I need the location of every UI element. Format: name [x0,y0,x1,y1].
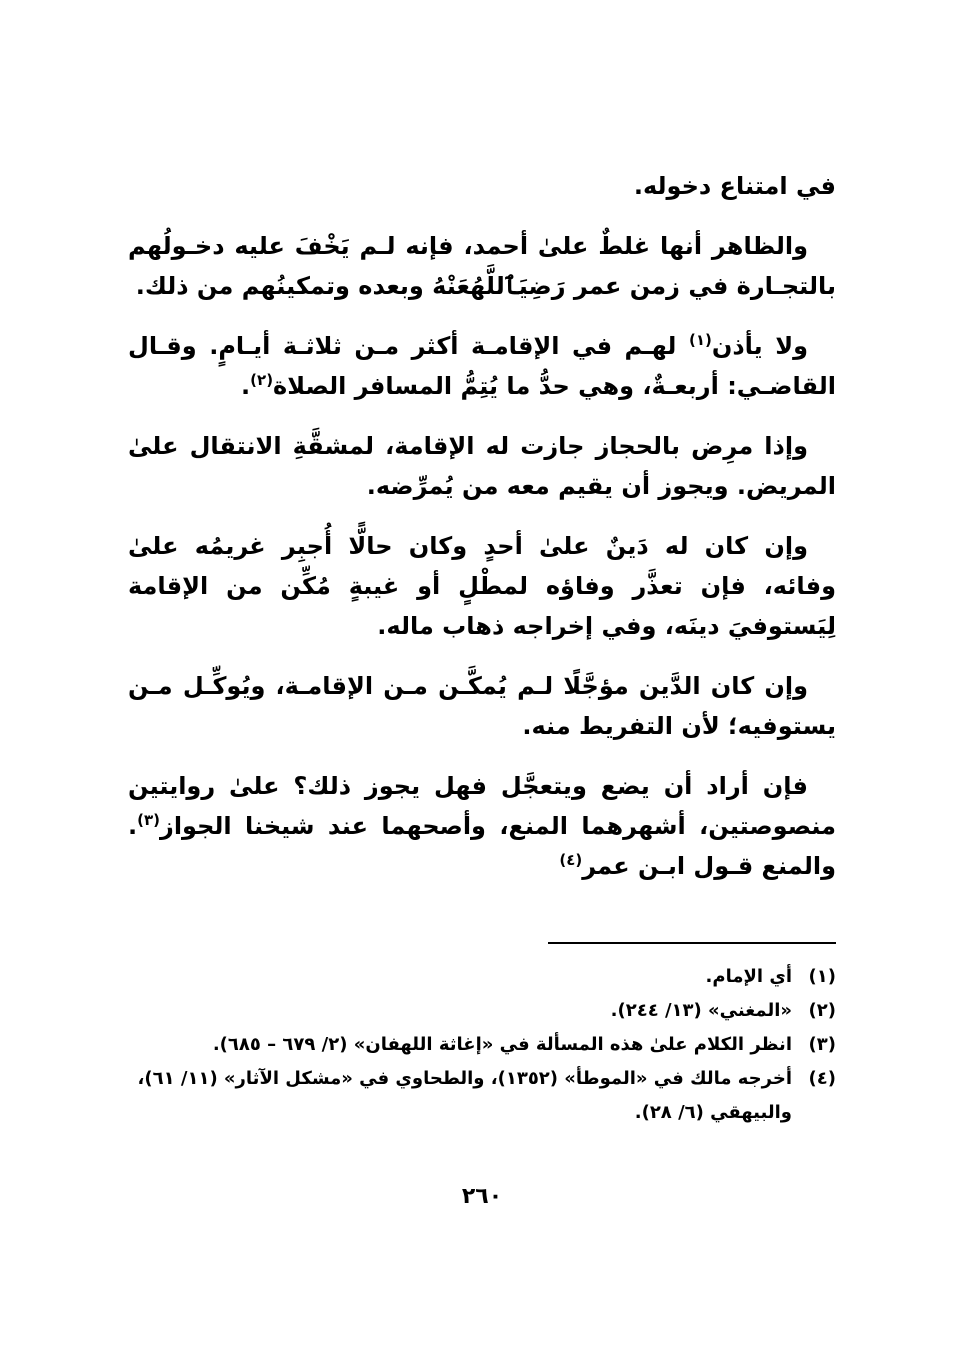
footnote-ref-2[interactable]: (٢) [250,371,274,389]
paragraph-text: والظاهر أنها غلطٌ علىٰ أحمد، فإنه لـم يَخْفَ عليه دخـولُهم بالتجـارة في زمن عمر رَضِيَٱللَّهُعَنْهُ وبعده وتمكينُهم من ذلك. [128,232,836,300]
footnote-number: (١) [808,966,836,987]
footnote-number: (٤) [808,1068,836,1089]
footnote-1 [128,960,836,994]
paragraph-text: وإذا مرِض بالحجاز جازت له الإقامة، لمشقَّةِ الانتقال علىٰ المريض. ويجوز أن يقيم معه من يُمرِّضه. [128,432,836,500]
paragraph-text: . [241,372,251,400]
paragraph-text: وإن كان الدَّين مؤجَّلًا لـم يُمكَّـن مـن الإقامـة، ويُوكِّـل مـن يستوفيه؛ لأن التفريط منه. [128,672,836,740]
main-text [128,166,836,906]
paragraph-4 [128,426,836,506]
paragraph-3 [128,326,836,406]
paragraph-7 [128,766,836,886]
paragraph-5 [128,526,836,646]
page-number: ٢٦٠ [461,1184,503,1209]
footnote-text: أخرجه مالك في «الموطأ» (١٣٥٢)، والطحاوي في «مشكل الآثار» (١١/ ٦١)، والبيهقي (٦/ ٢٨). [137,1068,792,1123]
paragraph-1 [128,166,836,206]
footnote-2 [128,994,836,1028]
paragraph-2 [128,226,836,306]
footnote-number: (٢) [808,1000,836,1021]
paragraph-text: فإن أراد أن يضع ويتعجَّل فهل يجوز ذلك؟ علىٰ روايتين منصوصتين، أشهرهما المنع، وأصحهما عند شيخنا الجواز [128,772,836,840]
footnote-text: أي الإمام. [705,966,792,987]
footnote-ref-4[interactable]: (٤) [559,851,583,869]
footnote-text: انظر الكلام علىٰ هذه المسألة في «إغاثة اللهفان» (٢/ ٦٧٩ – ٦٨٥). [212,1034,792,1055]
paragraph-text: . والمنع قـول ابـن عمر [128,812,836,880]
footnote-ref-3[interactable]: (٣) [137,811,160,829]
paragraph-6 [128,666,836,746]
footnote-text: «المغني» (١٣/ ٢٤٤). [610,1000,792,1021]
footnote-number: (٣) [808,1034,836,1055]
footnote-3 [128,1028,836,1062]
footnote-divider [548,942,836,944]
paragraph-text: ولا يأذن [711,332,809,360]
paragraph-text: وإن كان له دَينٌ علىٰ أحدٍ وكان حالًّا أُجبِر غريمُه علىٰ وفائه، فإن تعذَّر وفاؤه لمطْلٍ أو غيبةٍ مُكِّن من الإقامة لِيَستوفيَ دينَه، وفي إخراجه ذهاب ماله. [128,532,836,640]
footnote-4 [128,1062,836,1130]
footnotes [128,960,836,1130]
paragraph-text: لهـم في الإقامـة أكثر مـن ثلاثـة أيـامٍ. وقـال القاضـي: أربعـةٌ، وهي حدُّ ما يُتِمُّ المسافر الصلاة [128,332,836,400]
paragraph-text: في امتناع دخوله. [633,172,836,200]
footnote-ref-1[interactable]: (١) [688,331,712,349]
